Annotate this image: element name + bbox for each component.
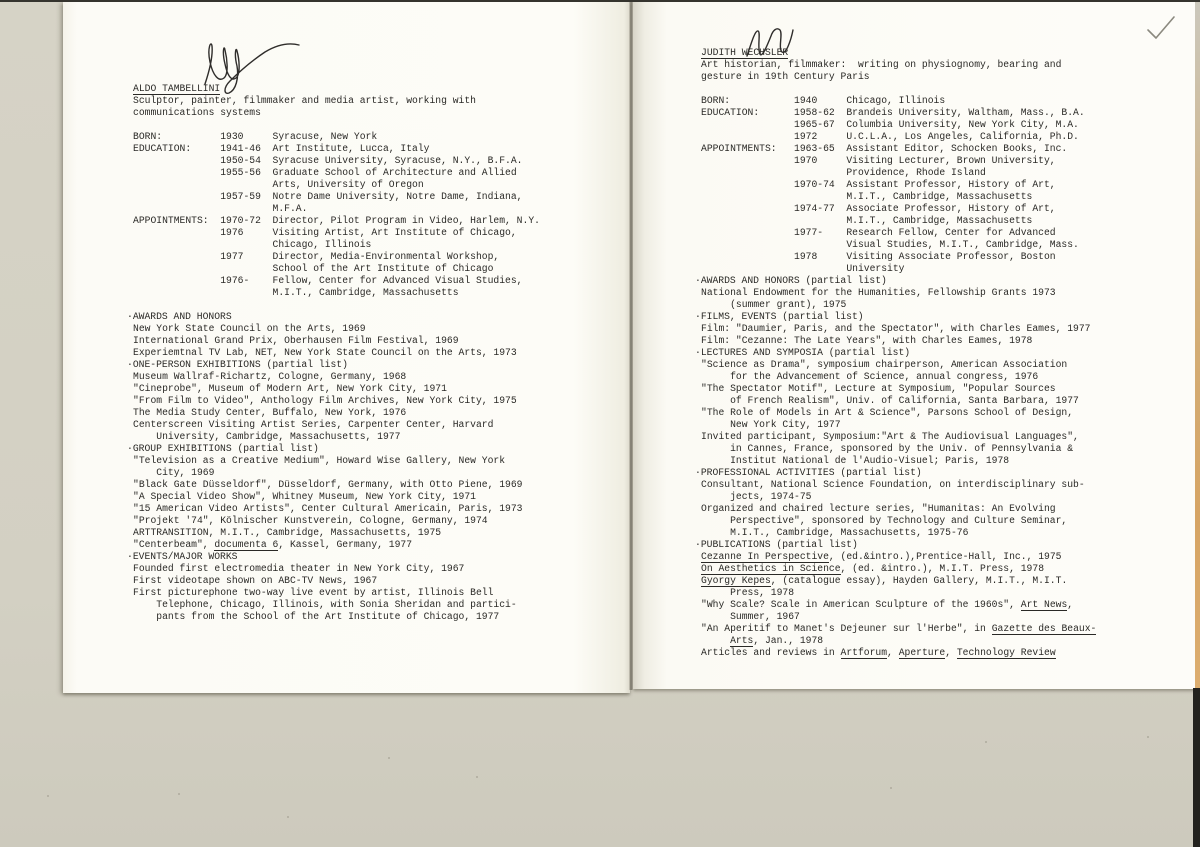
text-line: ·LECTURES AND SYMPOSIA (partial list) xyxy=(695,347,911,358)
text-line: ·ONE-PERSON EXHIBITIONS (partial list) xyxy=(127,359,348,370)
text-line: 1972 U.C.L.A., Los Angeles, California, Ph.D. xyxy=(701,131,1079,142)
text-line: 1970-74 Assistant Professor, History of Art, xyxy=(701,179,1056,190)
text-line: Providence, Rhode Island xyxy=(701,167,986,178)
text-line: in Cannes, France, sponsored by the Univ. of Pennsylvania & xyxy=(701,443,1074,454)
text-line: Sculptor, painter, filmmaker and media artist, working with xyxy=(133,95,476,106)
text-line: 1976- Fellow, Center for Advanced Visual Studies, xyxy=(133,275,523,286)
text-line: New York City, 1977 xyxy=(701,419,841,430)
text-line: National Endowment for the Humanities, Fellowship Grants 1973 xyxy=(701,287,1056,298)
left-page-lines xyxy=(127,95,540,623)
text-line: for the Advancement of Science, annual congress, 1976 xyxy=(701,371,1039,382)
text-line: "The Spectator Motif", Lecture at Symposium, "Popular Sources xyxy=(701,383,1056,394)
text-line: "Television as a Creative Medium", Howard Wise Gallery, New York xyxy=(133,455,506,466)
text-line: 1977 Director, Media-Environmental Workshop, xyxy=(133,251,500,262)
text-line: First videotape shown on ABC-TV News, 1967 xyxy=(133,575,378,586)
text-line: "The Role of Models in Art & Science", Parsons School of Design, xyxy=(701,407,1074,418)
text-line: 1974-77 Associate Professor, History of Art, xyxy=(701,203,1056,214)
text-line: 1950-54 Syracuse University, Syracuse, N.Y., B.F.A. xyxy=(133,155,523,166)
text-line: 1970 Visiting Lecturer, Brown University, xyxy=(701,155,1056,166)
text-line: Art historian, filmmaker: writing on physiognomy, bearing and xyxy=(701,59,1062,70)
text-line: 1965-67 Columbia University, New York City, M.A. xyxy=(701,119,1079,130)
text-line: "Why Scale? Scale in American Sculpture of the 1960s", Art News, xyxy=(701,599,1074,610)
text-line: Arts, Jan., 1978 xyxy=(730,635,824,646)
text-line: Telephone, Chicago, Illinois, with Sonia Sheridan and partici- xyxy=(133,599,517,610)
text-line: BORN: 1930 Syracuse, New York xyxy=(133,131,378,142)
text-line: 1955-56 Graduate School of Architecture and Allied xyxy=(133,167,517,178)
text-line: M.I.T., Cambridge, Massachusetts xyxy=(701,191,1033,202)
text-line: gesture in 19th Century Paris xyxy=(701,71,870,82)
text-line: Articles and reviews in Artforum, Aperture, Technology Review xyxy=(701,647,1056,658)
artist-name: JUDITH WECHSLER xyxy=(701,47,789,58)
text-line: M.I.T., Cambridge, Massachusetts, 1975-76 xyxy=(701,527,969,538)
text-line: City, 1969 xyxy=(133,467,215,478)
text-line: Film: "Daumier, Paris, and the Spectator", with Charles Eames, 1977 xyxy=(701,323,1091,334)
dust-speck xyxy=(985,741,987,743)
right-page xyxy=(633,0,1200,689)
text-line: (summer grant), 1975 xyxy=(701,299,847,310)
text-line: New York State Council on the Arts, 1969 xyxy=(133,323,366,334)
text-line: Centerscreen Visiting Artist Series, Carpenter Center, Harvard xyxy=(133,419,494,430)
text-line: of French Realism", Univ. of California, Santa Barbara, 1977 xyxy=(701,395,1079,406)
text-line: 1976 Visiting Artist, Art Institute of Chicago, xyxy=(133,227,517,238)
text-line: ·AWARDS AND HONORS (partial list) xyxy=(695,275,887,286)
text-line xyxy=(133,119,540,131)
text-line: "Science as Drama", symposium chairperson, American Association xyxy=(701,359,1068,370)
text-line: International Grand Prix, Oberhausen Film Festival, 1969 xyxy=(133,335,459,346)
text-line: M.I.T., Cambridge, Massachusetts xyxy=(701,215,1033,226)
text-line: Film: "Cezanne: The Late Years", with Charles Eames, 1978 xyxy=(701,335,1033,346)
text-line: M.I.T., Cambridge, Massachusetts xyxy=(133,287,459,298)
text-line: Museum Wallraf-Richartz, Cologne, Germany, 1968 xyxy=(133,371,407,382)
text-line: "A Special Video Show", Whitney Museum, New York City, 1971 xyxy=(133,491,476,502)
text-line xyxy=(701,83,1096,95)
text-line xyxy=(133,299,540,311)
text-line: "An Aperitif to Manet's Dejeuner sur l'Herbe", in Gazette des Beaux- xyxy=(701,623,1097,634)
text-line: APPOINTMENTS: 1963-65 Assistant Editor, Schocken Books, Inc. xyxy=(701,143,1068,154)
artist-name-heading xyxy=(133,83,540,95)
text-line: Visual Studies, M.I.T., Cambridge, Mass. xyxy=(701,239,1079,250)
text-line: "Projekt '74", Kölnischer Kunstverein, Cologne, Germany, 1974 xyxy=(133,515,488,526)
text-line: pants from the School of the Art Institute of Chicago, 1977 xyxy=(133,611,500,622)
text-line: On Aesthetics in Science, (ed. &intro.), M.I.T. Press, 1978 xyxy=(701,563,1045,574)
text-line: Experiemtnal TV Lab, NET, New York State Council on the Arts, 1973 xyxy=(133,347,517,358)
text-line: ·EVENTS/MAJOR WORKS xyxy=(127,551,238,562)
artist-name: ALDO TAMBELLINI xyxy=(133,83,221,94)
text-line: 1977- Research Fellow, Center for Advanced xyxy=(701,227,1056,238)
text-line: First picturephone two-way live event by artist, Illinois Bell xyxy=(133,587,494,598)
text-line: "Centerbeam", documenta 6, Kassel, Germany, 1977 xyxy=(133,539,413,550)
text-line: Founded first electromedia theater in New York City, 1967 xyxy=(133,563,465,574)
text-line: Organized and chaired lecture series, "Humanitas: An Evolving xyxy=(701,503,1056,514)
text-line: Arts, University of Oregon xyxy=(133,179,424,190)
text-line: "Cineprobe", Museum of Modern Art, New York City, 1971 xyxy=(133,383,447,394)
text-line: ·PROFESSIONAL ACTIVITIES (partial list) xyxy=(695,467,922,478)
text-line: EDUCATION: 1958-62 Brandeis University, Waltham, Mass., B.A. xyxy=(701,107,1085,118)
text-line: Cezanne In Perspective, (ed.&intro.),Prentice-Hall, Inc., 1975 xyxy=(701,551,1062,562)
left-page xyxy=(63,2,630,693)
right-page-text xyxy=(695,47,1097,659)
text-line: "Black Gate Düsseldorf", Düsseldorf, Germany, with Otto Piene, 1969 xyxy=(133,479,523,490)
text-line: Summer, 1967 xyxy=(701,611,800,622)
text-line: EDUCATION: 1941-46 Art Institute, Lucca, Italy xyxy=(133,143,430,154)
text-line: Invited participant, Symposium:"Art & The Audiovisual Languages", xyxy=(701,431,1079,442)
handwritten-annotation-left xyxy=(203,38,303,96)
text-line: Institut National de l'Audio-Visuel; Paris, 1978 xyxy=(701,455,1010,466)
dust-speck xyxy=(388,757,390,759)
text-line: "From Film to Video", Anthology Film Archives, New York City, 1975 xyxy=(133,395,517,406)
text-line: BORN: 1940 Chicago, Illinois xyxy=(701,95,946,106)
text-line: Chicago, Illinois xyxy=(133,239,372,250)
text-line: ARTTRANSITION, M.I.T., Cambridge, Massachusetts, 1975 xyxy=(133,527,442,538)
dust-speck xyxy=(47,795,49,797)
text-line: communications systems xyxy=(133,107,261,118)
dust-speck xyxy=(890,787,892,789)
dust-speck xyxy=(178,793,180,795)
scan-top-edge xyxy=(0,0,1200,2)
text-line: "15 American Video Artists", Center Cultural Americain, Paris, 1973 xyxy=(133,503,523,514)
text-line: ·GROUP EXHIBITIONS (partial list) xyxy=(127,443,319,454)
text-line: University, Cambridge, Massachusetts, 1977 xyxy=(133,431,401,442)
right-page-lines xyxy=(695,59,1097,659)
text-line: 1957-59 Notre Dame University, Notre Dame, Indiana, xyxy=(133,191,523,202)
text-line: Press, 1978 xyxy=(701,587,795,598)
text-line: ·AWARDS AND HONORS xyxy=(127,311,232,322)
text-line: ·PUBLICATIONS (partial list) xyxy=(695,539,858,550)
text-line: M.F.A. xyxy=(133,203,308,214)
text-line: University xyxy=(701,263,905,274)
text-line: Gyorgy Kepes, (catalogue essay), Hayden Gallery, M.I.T., M.I.T. xyxy=(701,575,1068,586)
text-line: 1978 Visiting Associate Professor, Boston xyxy=(701,251,1056,262)
book-cover-edge-dark xyxy=(1193,688,1200,847)
text-line: The Media Study Center, Buffalo, New York, 1976 xyxy=(133,407,407,418)
dust-speck xyxy=(476,776,478,778)
left-page-text xyxy=(127,83,540,623)
handwritten-annotation-right xyxy=(743,24,795,60)
book-cover-edge xyxy=(1195,0,1200,689)
text-line: ·FILMS, EVENTS (partial list) xyxy=(695,311,864,322)
dust-speck xyxy=(1147,736,1149,738)
dust-speck xyxy=(287,816,289,818)
text-line: Perspective", sponsored by Technology and Culture Seminar, xyxy=(701,515,1068,526)
checkmark-annotation xyxy=(1146,15,1176,41)
text-line: Consultant, National Science Foundation, on interdisciplinary sub- xyxy=(701,479,1085,490)
book-gutter-seam xyxy=(629,2,633,690)
text-line: jects, 1974-75 xyxy=(701,491,812,502)
text-line: School of the Art Institute of Chicago xyxy=(133,263,494,274)
text-line: APPOINTMENTS: 1970-72 Director, Pilot Program in Video, Harlem, N.Y. xyxy=(133,215,540,226)
